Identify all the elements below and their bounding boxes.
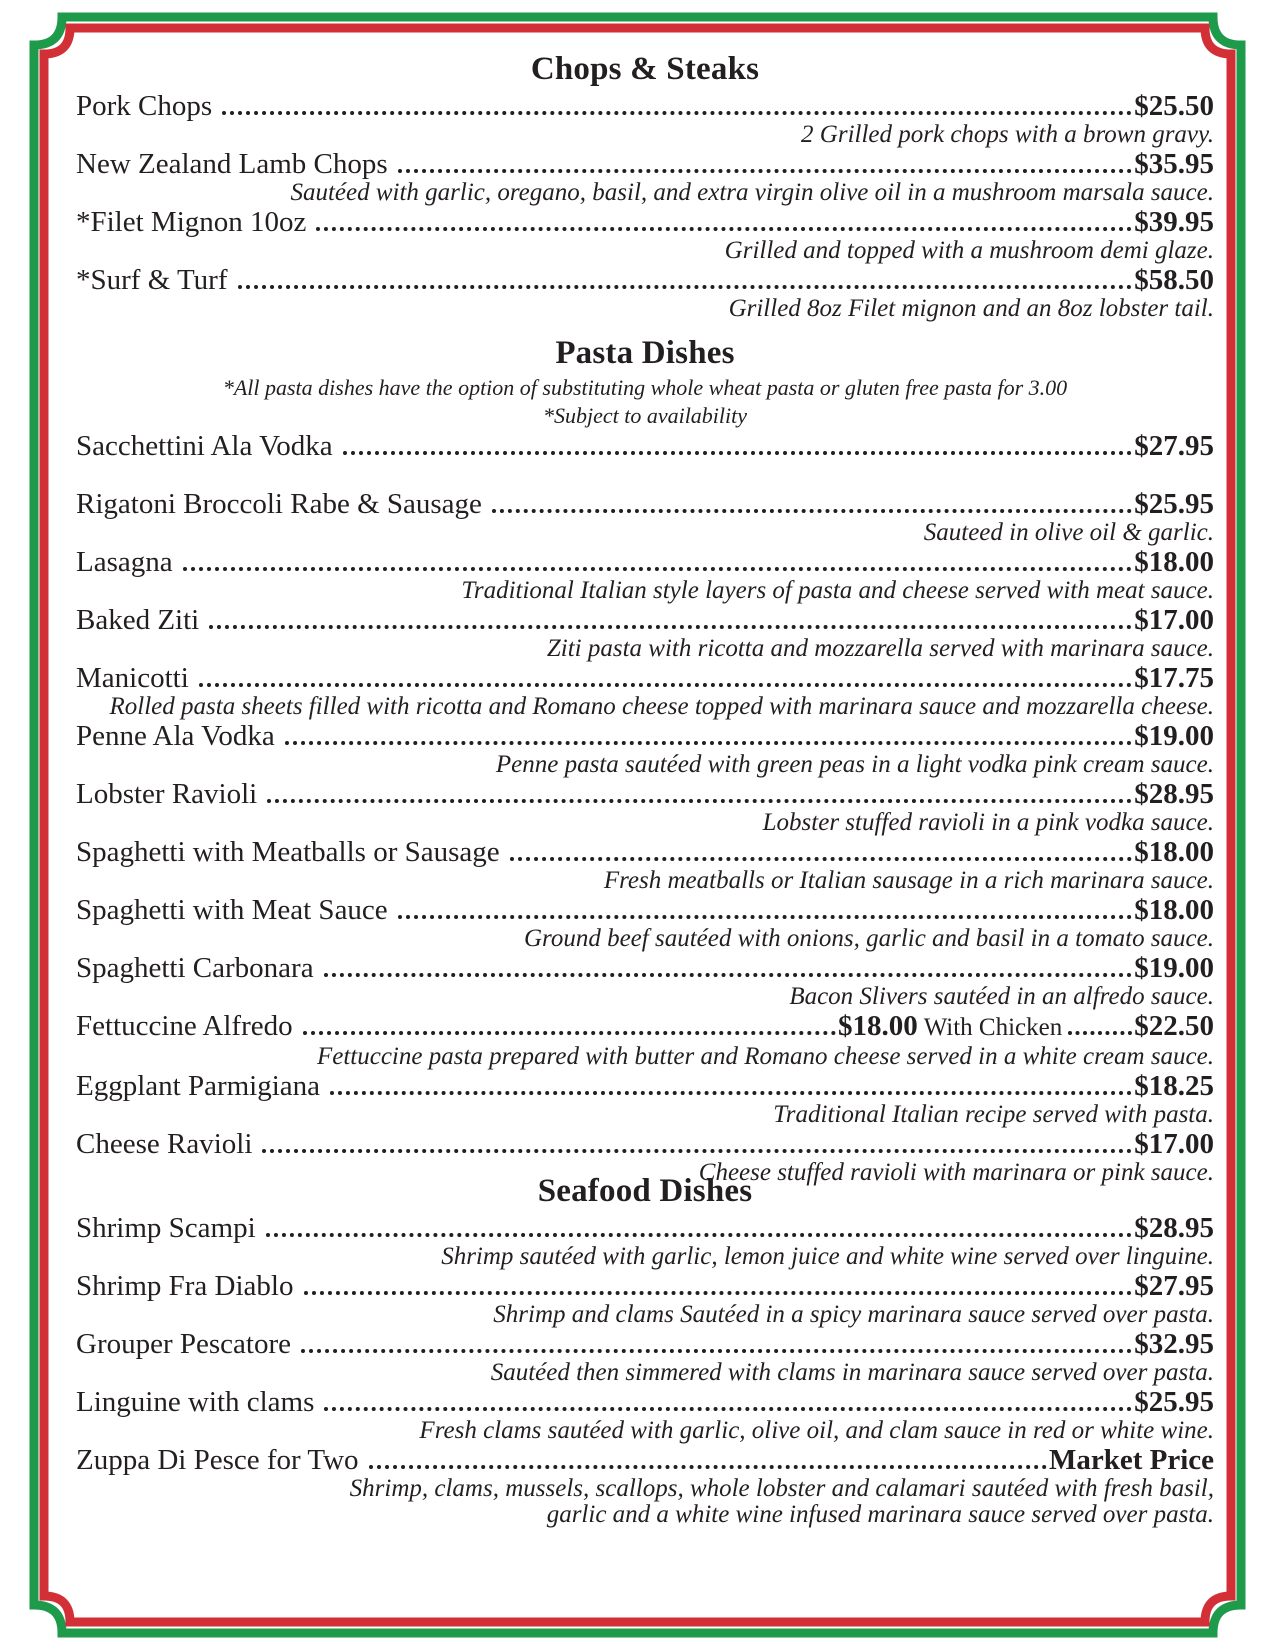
menu-item: [76, 1386, 1214, 1444]
item-name: New Zealand Lamb Chops: [76, 148, 388, 180]
menu-item-row: [76, 894, 1214, 926]
dot-leader: [209, 625, 1132, 629]
item-price: $25.95: [1134, 1386, 1214, 1418]
item-description: Sautéed then simmered with clams in marinara sauce served over pasta.: [490, 1359, 1214, 1386]
item-name: Zuppa Di Pesce for Two: [76, 1444, 359, 1476]
item-name: Penne Ala Vodka: [76, 720, 275, 752]
dot-leader: [398, 915, 1133, 919]
item-name: Eggplant Parmigiana: [76, 1070, 321, 1102]
item-description: Traditional Italian style layers of pasta and cheese served with meat sauce.: [461, 577, 1214, 604]
item-price: $18.00: [837, 1010, 918, 1042]
menu-item-row: [76, 604, 1214, 636]
dot-leader: [238, 285, 1133, 289]
item-description: Ground beef sautéed with onions, garlic and basil in a tomato sauce.: [523, 925, 1214, 952]
menu-item-row: [76, 148, 1214, 180]
menu-item-row: [76, 90, 1214, 122]
item-price: $35.95: [1134, 148, 1214, 180]
dot-leader: [183, 567, 1133, 571]
dot-leader: [262, 1149, 1132, 1153]
section-title: Pasta Dishes: [555, 335, 735, 371]
item-name: Manicotti: [76, 662, 189, 694]
item-description: Fettuccine pasta prepared with butter and Romano cheese served in a white cream sauce.: [316, 1043, 1214, 1070]
item-name: Shrimp Scampi: [76, 1212, 256, 1244]
item-description: 2 Grilled pork chops with a brown gravy.: [801, 121, 1214, 148]
dot-leader: [398, 169, 1133, 173]
item-name: *Surf & Turf: [76, 264, 228, 296]
item-name: Pork Chops: [76, 90, 213, 122]
section-note: *Subject to availability: [542, 403, 748, 428]
item-name: *Filet Mignon 10oz: [76, 206, 307, 238]
menu-section: [76, 1170, 1214, 1528]
dot-leader: [1068, 1031, 1132, 1035]
item-price: $18.00: [1134, 546, 1214, 578]
item-price: $19.00: [1134, 952, 1214, 984]
menu-item-row: [76, 1128, 1214, 1160]
item-description: Fresh clams sautéed with garlic, olive oil, and clam sauce in red or white wine.: [419, 1417, 1214, 1444]
menu-item: [76, 778, 1214, 836]
menu-item-row: [76, 206, 1214, 238]
item-description: Ziti pasta with ricotta and mozzarella served with marinara sauce.: [546, 635, 1214, 662]
menu-item-row: [76, 1328, 1214, 1360]
menu-item-row: [76, 952, 1214, 984]
dot-leader: [303, 1031, 836, 1035]
menu-item: [76, 1212, 1214, 1270]
item-name: Spaghetti with Meat Sauce: [76, 894, 388, 926]
item-price: $39.95: [1134, 206, 1214, 238]
menu-item: [76, 1070, 1214, 1128]
menu-item: [76, 894, 1214, 952]
dot-leader: [343, 451, 1133, 455]
item-description: Sauteed in olive oil & garlic.: [923, 519, 1214, 546]
menu-item: [76, 836, 1214, 894]
dot-leader: [330, 1091, 1132, 1095]
menu-item-row: [76, 1070, 1214, 1102]
dot-leader: [266, 1233, 1133, 1237]
dot-leader: [222, 111, 1132, 115]
item-name: Rigatoni Broccoli Rabe & Sausage: [76, 488, 482, 520]
item-extra-label: With Chicken: [923, 1014, 1063, 1041]
item-price: $17.75: [1134, 662, 1214, 694]
menu-item: [76, 264, 1214, 322]
section-note: *All pasta dishes have the option of substituting whole wheat pasta or gluten free pasta for 3.00: [222, 375, 1068, 400]
dot-leader: [304, 1291, 1133, 1295]
item-price: $17.00: [1134, 1128, 1214, 1160]
menu-item-row: [76, 488, 1214, 520]
menu-item-row: [76, 1212, 1214, 1244]
menu-item: [76, 1328, 1214, 1386]
item-description: Lobster stuffed ravioli in a pink vodka sauce.: [762, 809, 1214, 836]
item-price: $58.50: [1134, 264, 1214, 296]
item-description: Shrimp, clams, mussels, scallops, whole lobster and calamari sautéed with fresh basil, garlic and a white wine infused marinara sauce served over pasta.: [349, 1475, 1214, 1528]
menu-item-row: [76, 430, 1214, 462]
dot-leader: [369, 1465, 1047, 1469]
dot-leader: [285, 741, 1133, 745]
item-description-spacer: [76, 462, 1214, 488]
menu-item: [76, 720, 1214, 778]
item-name: Lobster Ravioli: [76, 778, 258, 810]
menu-item: [76, 1270, 1214, 1328]
menu-item: [76, 662, 1214, 720]
item-price: $18.25: [1134, 1070, 1214, 1102]
dot-leader: [324, 1407, 1132, 1411]
item-name: Sacchettini Ala Vodka: [76, 430, 333, 462]
section-title: Seafood Dishes: [537, 1173, 753, 1209]
item-description: Grilled and topped with a mushroom demi glaze.: [724, 237, 1214, 264]
menu-item-row: [76, 264, 1214, 296]
item-price: $25.95: [1134, 488, 1214, 520]
item-description: Shrimp and clams Sautéed in a spicy marinara sauce served over pasta.: [493, 1301, 1214, 1328]
menu-item-row: [76, 1010, 1214, 1044]
menu-section: [76, 332, 1214, 1186]
item-name: Fettuccine Alfredo: [76, 1010, 293, 1042]
menu-item: [76, 604, 1214, 662]
dot-leader: [199, 683, 1132, 687]
menu-item: [76, 1010, 1214, 1070]
item-price: $28.95: [1134, 1212, 1214, 1244]
item-price: $19.00: [1134, 720, 1214, 752]
menu-item: [76, 90, 1214, 148]
item-extra-price: $22.50: [1134, 1010, 1214, 1042]
item-name: Lasagna: [76, 546, 173, 578]
item-description: Traditional Italian recipe served with pasta.: [773, 1101, 1214, 1128]
dot-leader: [301, 1349, 1132, 1353]
item-price: $32.95: [1134, 1328, 1214, 1360]
menu-item: [76, 430, 1214, 488]
item-name: Grouper Pescatore: [76, 1328, 291, 1360]
item-price: $27.95: [1134, 1270, 1214, 1302]
item-price: Market Price: [1048, 1444, 1214, 1476]
menu-item-row: [76, 720, 1214, 752]
menu-item-row: [76, 1444, 1214, 1476]
menu-item-row: [76, 662, 1214, 694]
menu-item-row: [76, 1270, 1214, 1302]
menu-item: [76, 952, 1214, 1010]
menu-item: [76, 546, 1214, 604]
section-title: Chops & Steaks: [530, 51, 760, 87]
item-price: $28.95: [1134, 778, 1214, 810]
menu-item: [76, 206, 1214, 264]
item-price: $25.50: [1134, 90, 1214, 122]
item-description: Grilled 8oz Filet mignon and an 8oz lobster tail.: [728, 295, 1214, 322]
item-name: Spaghetti with Meatballs or Sausage: [76, 836, 500, 868]
dot-leader: [492, 509, 1132, 513]
item-name: Linguine with clams: [76, 1386, 315, 1418]
item-description: Fresh meatballs or Italian sausage in a rich marinara sauce.: [603, 867, 1214, 894]
menu-item-row: [76, 1386, 1214, 1418]
item-price: $27.95: [1134, 430, 1214, 462]
dot-leader: [267, 799, 1132, 803]
dot-leader: [316, 227, 1132, 231]
dot-leader: [510, 857, 1133, 861]
menu-item: [76, 1444, 1214, 1528]
item-description: Sautéed with garlic, oregano, basil, and extra virgin olive oil in a mushroom marsala sauce.: [290, 179, 1214, 206]
menu-item: [76, 148, 1214, 206]
item-name: Spaghetti Carbonara: [76, 952, 314, 984]
item-price: $18.00: [1134, 836, 1214, 868]
item-description: Shrimp sautéed with garlic, lemon juice and white wine served over linguine.: [441, 1243, 1214, 1270]
menu-item-row: [76, 778, 1214, 810]
item-name: Shrimp Fra Diablo: [76, 1270, 294, 1302]
menu-item: [76, 488, 1214, 546]
item-name: Baked Ziti: [76, 604, 200, 636]
menu-content: [76, 48, 1214, 1608]
item-price: $18.00: [1134, 894, 1214, 926]
item-description: Penne pasta sautéed with green peas in a light vodka pink cream sauce.: [495, 751, 1214, 778]
menu-item-row: [76, 836, 1214, 868]
item-description: Cheese stuffed ravioli with marinara or pink sauce.: [698, 1159, 1214, 1186]
menu-item-row: [76, 546, 1214, 578]
item-name: Cheese Ravioli: [76, 1128, 253, 1160]
menu-section: [76, 48, 1214, 322]
item-price: $17.00: [1134, 604, 1214, 636]
item-description: Bacon Slivers sautéed in an alfredo sauce.: [789, 983, 1214, 1010]
dot-leader: [324, 973, 1133, 977]
item-description: Rolled pasta sheets filled with ricotta and Romano cheese topped with marinara sauce and mozzarella cheese.: [109, 693, 1214, 720]
